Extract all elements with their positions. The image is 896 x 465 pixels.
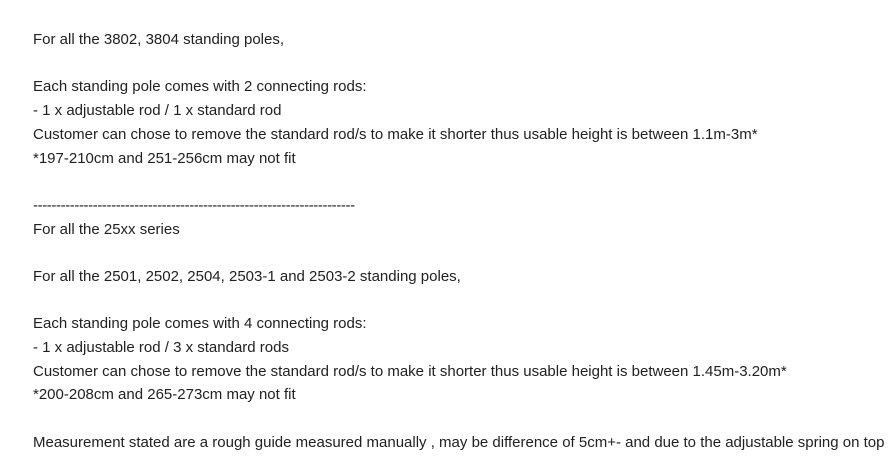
section-3802-intro-paragraph (33, 28, 860, 52)
section-25xx-rods-detail: - 1 x adjustable rod / 3 x standard rods (33, 339, 289, 357)
section-25xx-fit-note: *200-208cm and 265-273cm may not fit (33, 386, 296, 404)
section-25xx-intro-paragraph (33, 265, 860, 289)
series-header-block (33, 194, 860, 241)
section-3802-height-note: Customer can chose to remove the standard rod/s to make it shorter thus usable height is between 1.1m-3m* (33, 125, 758, 143)
section-25xx-intro: For all the 2501, 2502, 2504, 2503-1 and 2503-2 standing poles, (33, 267, 461, 285)
section-3802-intro: For all the 3802, 3804 standing poles, (33, 31, 285, 48)
section-3802-rods-detail: - 1 x adjustable rod / 1 x standard rod (33, 102, 282, 120)
measurement-note-paragraph (33, 431, 885, 455)
measurement-note: Measurement stated are a rough guide measured manually , may be difference of 5cm+- and due to the adjustable spring on top (33, 433, 885, 451)
section-3802-details-paragraph (33, 75, 860, 170)
section-25xx-details-paragraph (33, 312, 860, 407)
series-header: For all the 25xx series (33, 220, 180, 238)
section-3802-rods-line: Each standing pole comes with 2 connecting rods: (33, 78, 367, 96)
section-25xx-rods-line: Each standing pole comes with 4 connecting rods: (33, 315, 367, 333)
section-3802-fit-note: *197-210cm and 251-256cm may not fit (33, 149, 296, 167)
section-25xx-height-note: Customer can chose to remove the standard rod/s to make it shorter thus usable height is between 1.45m-3.20m* (33, 362, 787, 380)
dashed-separator: ---------------------------------------------------------------------- (33, 196, 355, 214)
